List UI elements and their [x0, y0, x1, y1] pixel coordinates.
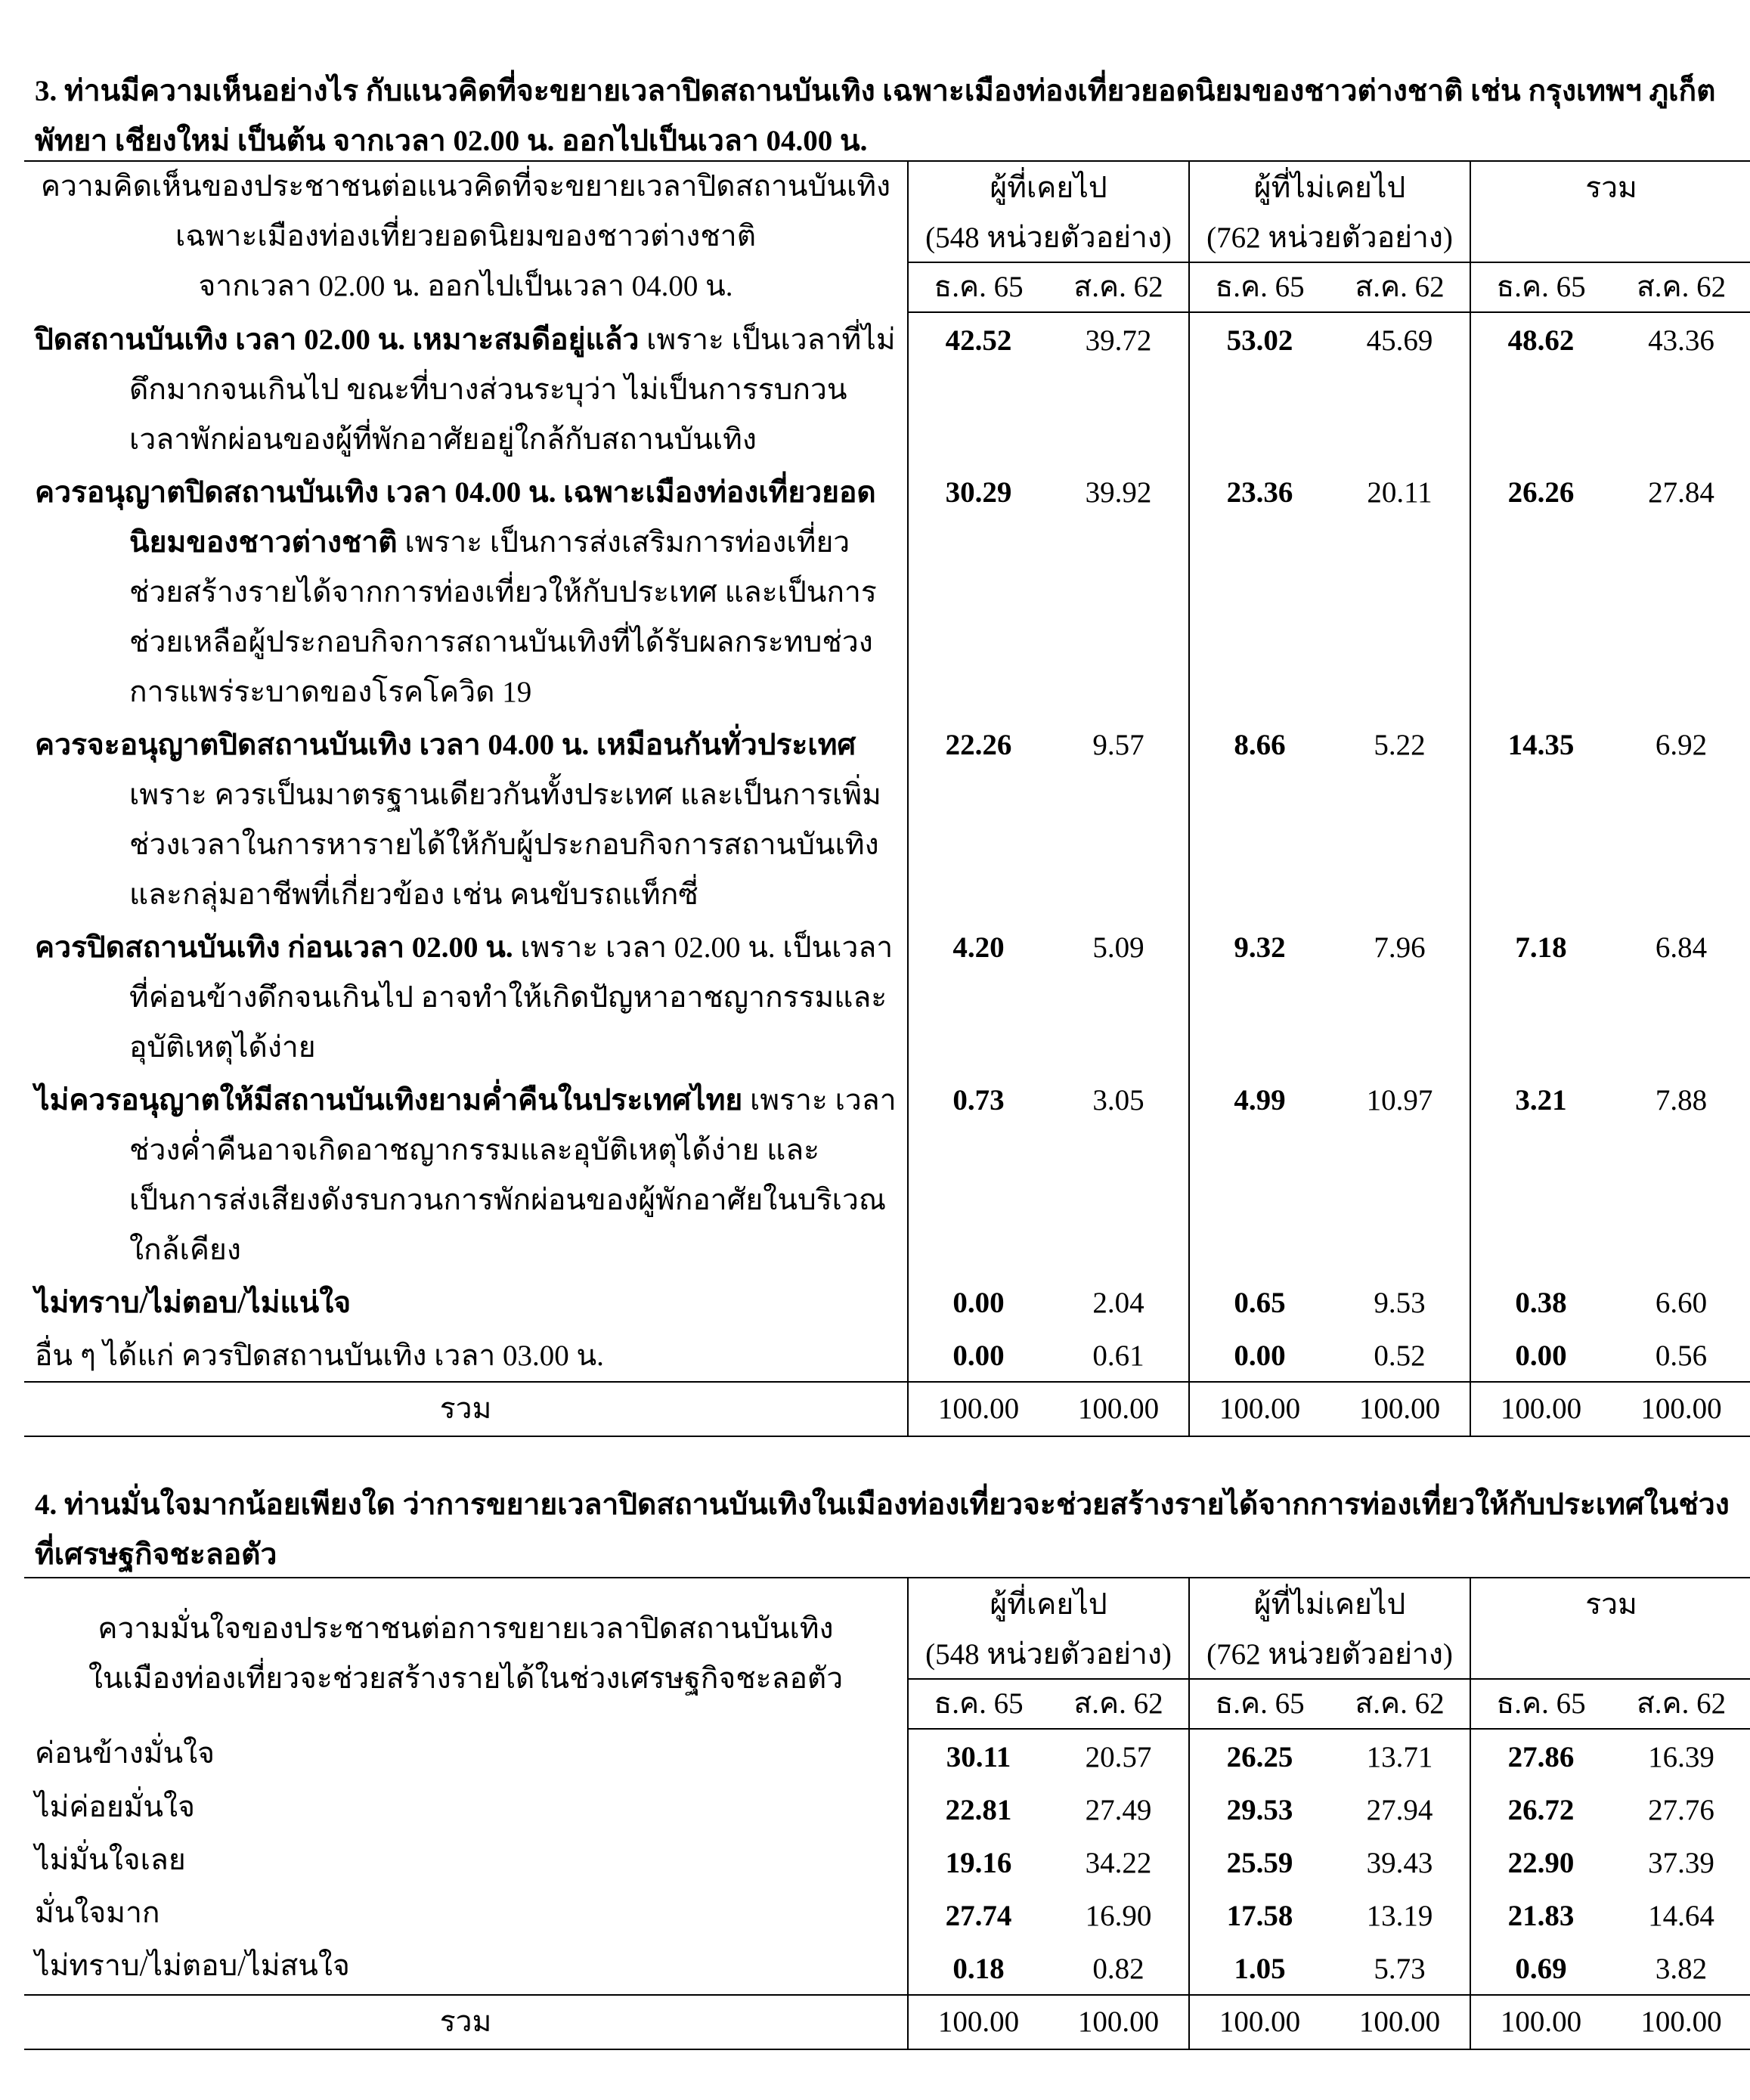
cell-value: 14.64 — [1648, 1900, 1714, 1932]
row-label — [24, 920, 908, 1073]
cell-value: 17.58 — [1226, 1900, 1293, 1932]
row-detail-text: เพราะ เป็นเวลาที่ไม่ดึกมากจนเกินไป ขณะที่บางส่วนระบุว่า ไม่เป็นการรบกวนเวลาพักผ่อนของผู้ที่พักอาศัยอยู่ใกล้กับสถานบันเทิง — [129, 324, 896, 456]
cell-value: 27.74 — [945, 1900, 1012, 1932]
q3-period-dec65: ธ.ค. 65 — [1470, 262, 1611, 312]
question-4-title: 4. ท่านมั่นใจมากน้อยเพียงใด ว่าการขยายเวลาปิดสถานบันเทิงในเมืองท่องเที่ยวจะช่วยสร้างรายได้จากการท่องเที่ยวให้กับประเทศในช่วงที่เศรษฐกิจชะลอตัว — [35, 1488, 1730, 1571]
table-row — [24, 1073, 1750, 1275]
cell-value: 26.25 — [1226, 1741, 1293, 1773]
q4-period-dec65: ธ.ค. 65 — [908, 1679, 1048, 1729]
q3-total-value: 100.00 — [1330, 1382, 1470, 1436]
q4-table-body — [24, 1729, 1750, 1995]
cell-value: 37.39 — [1648, 1847, 1714, 1879]
cell-value: 19.16 — [945, 1847, 1012, 1879]
row-lead-text: ไม่ควรอนุญาตให้มีสถานบันเทิงยามค่ำคืนในประเทศไทย — [35, 1084, 743, 1117]
row-detail-text: เพราะ เป็นการส่งเสริมการท่องเที่ยว ช่วยสร้างรายได้จากการท่องเที่ยวให้กับประเทศ และเป็นการช่วยเหลือผู้ประกอบกิจการสถานบันเทิงที่ได้รับผลกระทบช่วงการแพร่ระบาดของโรคโควิด 19 — [129, 526, 877, 708]
q3-period-dec65: ธ.ค. 65 — [908, 262, 1048, 312]
cell-value: 30.11 — [946, 1741, 1011, 1773]
cell-value: 6.84 — [1655, 931, 1708, 964]
q3-table-body — [24, 312, 1750, 1382]
q4-group-visited-sample: (548 หน่วยตัวอย่าง) — [908, 1631, 1189, 1679]
row-text — [35, 468, 907, 717]
cell-value: 43.36 — [1648, 324, 1714, 357]
table-row — [24, 920, 1750, 1073]
row-label — [24, 1073, 908, 1275]
row-label — [24, 312, 908, 465]
q4-total-row — [24, 1995, 1750, 2049]
table-row — [24, 1729, 1750, 1783]
row-lead-text: ควรปิดสถานบันเทิง ก่อนเวลา 02.00 น. — [35, 931, 513, 964]
cell-value: 30.29 — [945, 476, 1012, 509]
cell-value: 0.00 — [952, 1340, 1005, 1372]
cell-value: 0.73 — [952, 1084, 1005, 1117]
cell-value: 14.35 — [1507, 729, 1575, 761]
cell-value: 39.72 — [1048, 312, 1189, 465]
cell-value: 48.62 — [1507, 324, 1575, 357]
cell-value: 22.90 — [1507, 1847, 1575, 1879]
row-text — [35, 1331, 907, 1381]
cell-value: 0.65 — [1234, 1287, 1286, 1319]
cell-value: 13.71 — [1330, 1729, 1470, 1783]
cell-value: 8.66 — [1234, 729, 1286, 761]
row-lead-text: ไม่ทราบ/ไม่ตอบ/ไม่แน่ใจ — [35, 1287, 352, 1319]
question-3-title: 3. ท่านมีความเห็นอย่างไร กับแนวคิดที่จะขยายเวลาปิดสถานบันเทิง เฉพาะเมืองท่องเที่ยวยอดนิยมของชาวต่างชาติ เช่น กรุงเทพฯ ภูเก็ต พัทยา เชียงใหม่ เป็นต้น จากเวลา 02.00 น. ออกไปเป็นเวลา 04.00 น. — [35, 75, 1716, 157]
q4-period-dec65: ธ.ค. 65 — [1470, 1679, 1611, 1729]
row-label — [24, 1328, 908, 1382]
q3-period-aug62: ส.ค. 62 — [1611, 262, 1750, 312]
cell-value: 22.81 — [945, 1794, 1012, 1826]
cell-value: 7.96 — [1330, 920, 1470, 1073]
cell-value: 27.94 — [1330, 1783, 1470, 1835]
cell-value: 45.69 — [1330, 312, 1470, 465]
cell-value: 5.22 — [1330, 717, 1470, 920]
cell-value: 21.83 — [1507, 1900, 1575, 1932]
cell-value: 3.05 — [1048, 1073, 1189, 1275]
cell-value: 0.00 — [952, 1287, 1005, 1319]
row-label: ไม่ทราบ/ไม่ตอบ/ไม่สนใจ — [24, 1941, 908, 1995]
cell-value: 5.73 — [1330, 1941, 1470, 1995]
row-label: มั่นใจมาก — [24, 1888, 908, 1941]
q4-group-not-visited: ผู้ที่ไม่เคยไป — [1189, 1578, 1470, 1631]
row-detail-text: เพราะ เวลาช่วงค่ำคืนอาจเกิดอาชญากรรมและอุบัติเหตุได้ง่าย และเป็นการส่งเสียงดังรบกวนการพักผ่อนของผู้พักอาศัยในบริเวณใกล้เคียง — [129, 1084, 897, 1266]
q3-group-visited-sample: (548 หน่วยตัวอย่าง) — [908, 215, 1189, 262]
q3-total-value: 100.00 — [1189, 1382, 1330, 1436]
q4-total-label: รวม — [24, 1995, 908, 2049]
cell-value: 27.84 — [1648, 476, 1714, 509]
cell-value: 7.88 — [1655, 1084, 1708, 1117]
q3-period-dec65: ธ.ค. 65 — [1189, 262, 1330, 312]
q3-total-value: 100.00 — [1470, 1382, 1611, 1436]
cell-value: 53.02 — [1226, 324, 1293, 357]
cell-value: 0.00 — [1515, 1340, 1567, 1372]
cell-value: 42.52 — [945, 324, 1012, 357]
row-text — [35, 315, 907, 465]
cell-value: 7.18 — [1515, 931, 1567, 964]
q4-header-label: ความมั่นใจของประชาชนต่อการขยายเวลาปิดสถานบันเทิง ในเมืองท่องเที่ยวจะช่วยสร้างรายได้ในช่วงเศรษฐกิจชะลอตัว — [24, 1578, 908, 1729]
cell-value: 26.26 — [1507, 476, 1575, 509]
q4-group-total-sample — [1470, 1631, 1750, 1679]
table-row — [24, 465, 1750, 717]
q3-total-label: รวม — [24, 1382, 908, 1436]
cell-value: 23.36 — [1226, 476, 1293, 509]
cell-value: 6.92 — [1655, 729, 1708, 761]
row-label — [24, 465, 908, 717]
cell-value: 39.92 — [1048, 465, 1189, 717]
table-row — [24, 312, 1750, 465]
cell-value: 26.72 — [1507, 1794, 1575, 1826]
row-text — [35, 1076, 907, 1275]
q4-period-aug62: ส.ค. 62 — [1330, 1679, 1470, 1729]
cell-value: 20.11 — [1330, 465, 1470, 717]
cell-value: 2.04 — [1048, 1275, 1189, 1328]
q3-period-aug62: ส.ค. 62 — [1330, 262, 1470, 312]
q3-total-value: 100.00 — [1611, 1382, 1750, 1436]
cell-value: 29.53 — [1226, 1794, 1293, 1826]
cell-value: 0.52 — [1330, 1328, 1470, 1382]
cell-value: 4.99 — [1234, 1084, 1286, 1117]
cell-value: 0.61 — [1048, 1328, 1189, 1382]
cell-value: 9.57 — [1048, 717, 1189, 920]
cell-value: 0.69 — [1515, 1953, 1567, 1985]
q4-total-value: 100.00 — [1189, 1995, 1330, 2049]
table-row — [24, 1888, 1750, 1941]
q4-total-value: 100.00 — [1048, 1995, 1189, 2049]
q4-period-dec65: ธ.ค. 65 — [1189, 1679, 1330, 1729]
cell-value: 20.57 — [1048, 1729, 1189, 1783]
cell-value: 0.82 — [1048, 1941, 1189, 1995]
row-text — [35, 1278, 907, 1328]
cell-value: 27.86 — [1507, 1741, 1575, 1773]
cell-value: 3.21 — [1515, 1084, 1567, 1117]
table-row — [24, 1941, 1750, 1995]
table-row — [24, 1835, 1750, 1888]
cell-value: 9.32 — [1234, 931, 1286, 964]
row-text — [35, 720, 907, 920]
row-label: ไม่มั่นใจเลย — [24, 1835, 908, 1888]
q3-group-not-visited-sample: (762 หน่วยตัวอย่าง) — [1189, 215, 1470, 262]
q3-group-total-sample — [1470, 215, 1750, 262]
cell-value: 3.82 — [1655, 1953, 1708, 1985]
q4-period-aug62: ส.ค. 62 — [1048, 1679, 1189, 1729]
cell-value: 10.97 — [1330, 1073, 1470, 1275]
q3-total-value: 100.00 — [908, 1382, 1048, 1436]
q4-group-total: รวม — [1470, 1578, 1750, 1631]
q4-period-aug62: ส.ค. 62 — [1611, 1679, 1750, 1729]
cell-value: 39.43 — [1330, 1835, 1470, 1888]
row-detail-text: เพราะ ควรเป็นมาตรฐานเดียวกันทั้งประเทศ และเป็นการเพิ่มช่วงเวลาในการหารายได้ให้กับผู้ประกอบกิจการสถานบันเทิงและกลุ่มอาชีพที่เกี่ยวข้อง เช่น คนขับรถแท็กซี่ — [129, 779, 881, 911]
table-row — [24, 1328, 1750, 1382]
row-detail-text: อื่น ๆ ได้แก่ ควรปิดสถานบันเทิง เวลา 03.00 น. — [35, 1340, 604, 1372]
cell-value: 22.26 — [945, 729, 1012, 761]
cell-value: 1.05 — [1234, 1953, 1286, 1985]
cell-value: 0.18 — [952, 1953, 1005, 1985]
table-row — [24, 717, 1750, 920]
cell-value: 27.76 — [1648, 1794, 1714, 1826]
cell-value: 0.00 — [1234, 1340, 1286, 1372]
q4-group-visited: ผู้ที่เคยไป — [908, 1578, 1189, 1631]
q3-group-not-visited: ผู้ที่ไม่เคยไป — [1189, 161, 1470, 215]
q3-header-label: ความคิดเห็นของประชาชนต่อแนวคิดที่จะขยายเวลาปิดสถานบันเทิง เฉพาะเมืองท่องเที่ยวยอดนิยมของชาวต่างชาติ จากเวลา 02.00 น. ออกไปเป็นเวลา 04.00 น. — [24, 161, 908, 312]
row-label: ค่อนข้างมั่นใจ — [24, 1729, 908, 1783]
q3-total-row — [24, 1382, 1750, 1436]
cell-value: 0.38 — [1515, 1287, 1567, 1319]
cell-value: 4.20 — [952, 931, 1005, 964]
q3-group-visited: ผู้ที่เคยไป — [908, 161, 1189, 215]
row-lead-text: ปิดสถานบันเทิง เวลา 02.00 น. เหมาะสมดีอยู่แล้ว — [35, 324, 640, 356]
row-label — [24, 1275, 908, 1328]
q4-group-not-visited-sample: (762 หน่วยตัวอย่าง) — [1189, 1631, 1470, 1679]
row-lead-text: ควรจะอนุญาตปิดสถานบันเทิง เวลา 04.00 น. เหมือนกันทั่วประเทศ — [35, 729, 856, 761]
cell-value: 0.56 — [1655, 1340, 1708, 1372]
cell-value: 16.90 — [1048, 1888, 1189, 1941]
row-lead-text: ควรอนุญาตปิดสถานบันเทิง เวลา 04.00 น. เฉพาะเมืองท่องเที่ยวยอดนิยมของชาวต่างชาติ — [35, 476, 876, 559]
q3-group-total: รวม — [1470, 161, 1750, 215]
q4-total-value: 100.00 — [1470, 1995, 1611, 2049]
q3-period-aug62: ส.ค. 62 — [1048, 262, 1189, 312]
cell-value: 34.22 — [1048, 1835, 1189, 1888]
q3-total-value: 100.00 — [1048, 1382, 1189, 1436]
cell-value: 5.09 — [1048, 920, 1189, 1073]
q4-total-value: 100.00 — [908, 1995, 1048, 2049]
cell-value: 27.49 — [1048, 1783, 1189, 1835]
row-label: ไม่ค่อยมั่นใจ — [24, 1783, 908, 1835]
row-text — [35, 923, 907, 1073]
cell-value: 25.59 — [1226, 1847, 1293, 1879]
cell-value: 16.39 — [1648, 1741, 1714, 1773]
table-row — [24, 1275, 1750, 1328]
question-3-table — [24, 160, 1750, 1437]
q4-total-value: 100.00 — [1611, 1995, 1750, 2049]
row-label — [24, 717, 908, 920]
cell-value: 13.19 — [1330, 1888, 1470, 1941]
q4-total-value: 100.00 — [1330, 1995, 1470, 2049]
row-detail-text: เพราะ เวลา 02.00 น. เป็นเวลาที่ค่อนข้างดึกจนเกินไป อาจทำให้เกิดปัญหาอาชญากรรมและอุบัติเหตุได้ง่าย — [129, 931, 894, 1064]
cell-value: 9.53 — [1330, 1275, 1470, 1328]
table-row — [24, 1783, 1750, 1835]
cell-value: 6.60 — [1655, 1287, 1708, 1319]
question-4-table — [24, 1577, 1750, 2050]
